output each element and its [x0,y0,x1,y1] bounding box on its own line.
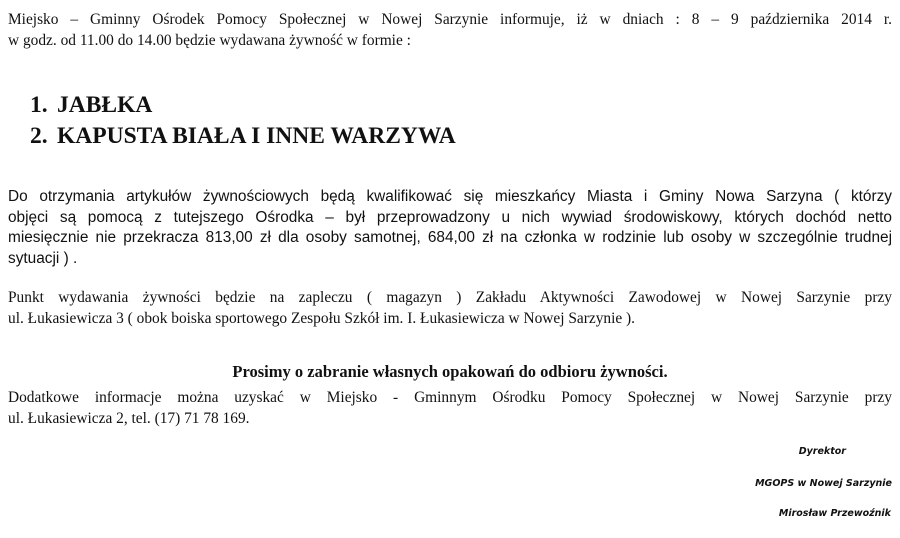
qualification-line-4: sytuacji ) . [8,249,78,267]
intro-line-1: Miejsko – Gminny Ośrodek Pomocy Społecznej w Nowej Sarzynie informuje, iż w dniach : 8 – 9 października 2014 r. [8,11,892,28]
additional-info-paragraph [8,388,892,429]
qualification-line-2: objęci są pomocą z tutejszego Ośrodka – był przeprowadzony u nich wywiad środowiskowy, których dochód netto [8,208,892,226]
intro-line-2: w godz. od 11.00 do 14.00 będzie wydawana żywność w formie : [8,31,411,49]
qualification-line-1: Do otrzymania artykułów żywnościowych będą kwalifikować się mieszkańcy Miasta i Gminy Nowa Sarzyna ( którzy [8,188,892,205]
item-label: KAPUSTA BIAŁA I INNE WARZYWA [57,123,456,149]
signature-name: Mirosław Przewoźnik [778,508,891,519]
document-page [8,0,892,538]
point-line-2: ul. Łukasiewicza 3 ( obok boiska sportowego Zespołu Szkół im. I. Łukasiewicza w Nowej Sarzynie ). [8,309,636,327]
food-item [30,121,456,152]
extra-line-1: Dodatkowe informacje można uzyskać w Miejsko - Gminnym Ośrodku Pomocy Społecznej w Nowej Sarzynie przy [8,389,892,406]
item-number: 2. [30,123,48,149]
qualification-line-3: miesięcznie nie przekracza 813,00 zł dla osoby samotnej, 684,00 zł na członka w rodzinie lub osoby w szczególnie trudnej [8,229,892,246]
point-line-1: Punkt wydawania żywności będzie na zapleczu ( magazyn ) Zakładu Aktywności Zawodowej w Nowej Sarzynie przy [8,289,892,306]
qualification-paragraph [8,187,892,269]
distribution-point-paragraph [8,288,892,329]
item-number: 1. [30,92,48,118]
signature-role: Dyrektor [798,446,846,457]
packaging-request: Prosimy o zabranie własnych opakowań do odbioru żywności. [232,361,668,381]
food-item [30,90,456,121]
item-label: JABŁKA [57,92,153,118]
extra-line-2: ul. Łukasiewicza 2, tel. (17) 71 78 169. [8,409,250,427]
intro-paragraph [8,10,892,51]
food-items-list [30,90,456,152]
signature-organization: MGOPS w Nowej Sarzynie [755,478,892,489]
